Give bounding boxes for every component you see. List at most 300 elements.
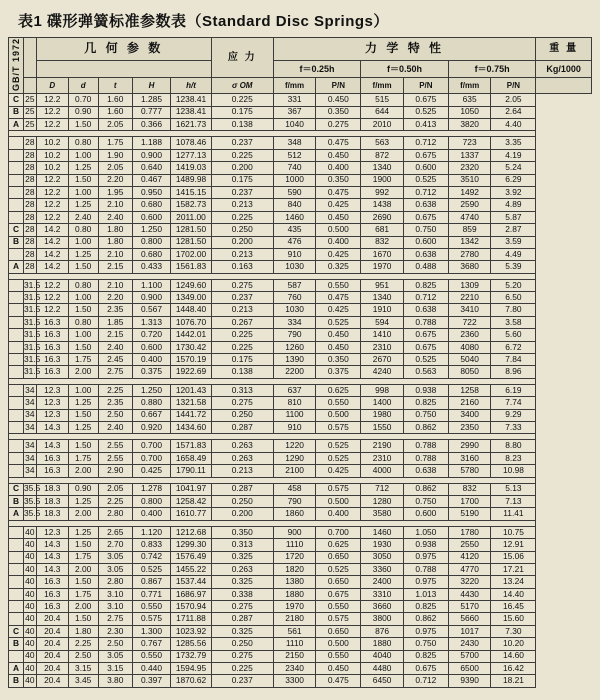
cell-f/mm: 0.525 (403, 174, 448, 186)
row-class: A (9, 663, 24, 675)
cell-f/mm: 0.525 (403, 354, 448, 366)
cell-t: 0.90 (68, 106, 98, 118)
cell-h/t: 0.867 (132, 576, 170, 588)
row-class (9, 551, 24, 563)
cell-f/mm: 0.700 (316, 526, 361, 538)
cell-D: 40 (23, 613, 36, 625)
cell-P/N: 1110 (273, 539, 316, 551)
cell-f/mm: 0.275 (211, 397, 273, 409)
cell-P/N: 723 (448, 137, 491, 149)
row-class: B (9, 675, 24, 687)
cell-d: 16.3 (36, 601, 68, 613)
cell-h/t: 0.375 (132, 366, 170, 378)
cell-h/t: 0.950 (132, 186, 170, 198)
cell-d: 20.4 (36, 625, 68, 637)
cell-f/mm: 0.450 (316, 149, 361, 161)
cell-f/mm: 0.375 (316, 366, 361, 378)
cell-t: 1.00 (68, 186, 98, 198)
table-row (9, 366, 592, 378)
cell-P/N: 1410 (361, 329, 404, 341)
cell-D: 31.5 (23, 329, 36, 341)
cell-t: 2.40 (68, 211, 98, 223)
cell-σ OM: 1434.60 (171, 421, 212, 433)
cell-f/mm: 0.225 (211, 94, 273, 106)
row-class (9, 613, 24, 625)
cell-f/mm: 0.175 (211, 174, 273, 186)
cell-t: 1.50 (68, 539, 98, 551)
cell-P/N: 810 (273, 397, 316, 409)
cell-P/N: 1309 (448, 279, 491, 291)
cell-d: 16.3 (36, 341, 68, 353)
cell-σ OM: 1321.58 (171, 397, 212, 409)
row-class: C (9, 483, 24, 495)
cell-h/t: 0.800 (132, 495, 170, 507)
cell-t: 0.80 (68, 137, 98, 149)
cell-f/mm: 0.650 (316, 551, 361, 563)
cell-d: 20.4 (36, 638, 68, 650)
cell-P/N: 561 (273, 625, 316, 637)
col-f-050: f/mm (361, 78, 404, 94)
cell-h/t: 0.880 (132, 397, 170, 409)
cell-D: 28 (23, 149, 36, 161)
cell-P/N: 998 (361, 384, 404, 396)
cell-f/mm: 0.213 (211, 304, 273, 316)
cell-P/N: 4080 (448, 341, 491, 353)
cell-P/N: 587 (273, 279, 316, 291)
cell-f/mm: 0.638 (403, 465, 448, 477)
cell-f/mm: 0.862 (403, 421, 448, 433)
cell-D: 34 (23, 409, 36, 421)
cell-P/N: 1670 (361, 248, 404, 260)
cell-f/mm: 0.163 (211, 261, 273, 273)
table-row (9, 526, 592, 538)
col-H: H (132, 78, 170, 94)
cell-f/mm: 0.525 (403, 106, 448, 118)
table-row (9, 162, 592, 174)
cell-t: 2.00 (68, 601, 98, 613)
cell-h/t: 0.600 (132, 211, 170, 223)
row-class: A (9, 261, 24, 273)
row-class (9, 588, 24, 600)
cell-d: 12.2 (36, 292, 68, 304)
cell-H: 3.10 (98, 601, 132, 613)
cell-h/t: 0.600 (132, 341, 170, 353)
table-row (9, 279, 592, 291)
cell-P/N: 2210 (448, 292, 491, 304)
cell-f/mm: 0.788 (403, 452, 448, 464)
col-d: d (68, 78, 98, 94)
row-class: B (9, 106, 24, 118)
cell-σ OM: 1711.88 (171, 613, 212, 625)
cell-d: 12.2 (36, 304, 68, 316)
page-title: 表1 碟形弹簧标准参数表（Standard Disc Springs） (18, 13, 389, 30)
cell-σ OM: 1621.73 (171, 119, 212, 131)
cell-D: 31.5 (23, 341, 36, 353)
cell-t: 1.25 (68, 397, 98, 409)
cell-P/N: 4480 (361, 663, 404, 675)
cell-f/mm: 0.575 (316, 421, 361, 433)
cell-P/N: 3160 (448, 452, 491, 464)
cell-P/N: 1000 (273, 174, 316, 186)
col-P-075: P/N (491, 78, 536, 94)
cell-f/mm: 0.550 (316, 397, 361, 409)
cell-D: 31.5 (23, 366, 36, 378)
cell-h/t: 1.188 (132, 137, 170, 149)
cell-d: 14.2 (36, 224, 68, 236)
cell-f/mm: 0.250 (211, 638, 273, 650)
cell-undefined: 11.41 (491, 508, 536, 520)
cell-undefined: 6.29 (491, 174, 536, 186)
cell-t: 1.00 (68, 384, 98, 396)
table-row (9, 638, 592, 650)
cell-h/t: 0.720 (132, 329, 170, 341)
cell-d: 20.4 (36, 675, 68, 687)
cell-σ OM: 1658.49 (171, 452, 212, 464)
cell-P/N: 1700 (448, 495, 491, 507)
cell-H: 2.15 (98, 261, 132, 273)
table-row (9, 261, 592, 273)
class-col-header (23, 38, 36, 78)
cell-D: 40 (23, 601, 36, 613)
cell-σ OM: 1023.92 (171, 625, 212, 637)
cell-σ OM: 1281.50 (171, 224, 212, 236)
cell-undefined: 3.59 (491, 236, 536, 248)
cell-P/N: 3800 (361, 613, 404, 625)
cell-σ OM: 1570.94 (171, 601, 212, 613)
table-row (9, 483, 592, 495)
cell-f/mm: 0.263 (211, 452, 273, 464)
table-row (9, 465, 592, 477)
row-class (9, 211, 24, 223)
cell-h/t: 0.680 (132, 199, 170, 211)
geometry-header: 几 何 参 数 (36, 38, 211, 61)
table-row (9, 625, 592, 637)
cell-undefined: 5.20 (491, 279, 536, 291)
cell-f/mm: 0.200 (211, 236, 273, 248)
cell-undefined: 3.35 (491, 137, 536, 149)
cell-P/N: 515 (361, 94, 404, 106)
cell-σ OM: 1702.00 (171, 248, 212, 260)
cell-P/N: 2320 (448, 162, 491, 174)
cell-H: 2.25 (98, 384, 132, 396)
row-class (9, 397, 24, 409)
cell-σ OM: 1442.01 (171, 329, 212, 341)
cell-σ OM: 1537.44 (171, 576, 212, 588)
cell-H: 3.80 (98, 675, 132, 687)
cell-P/N: 1040 (273, 119, 316, 131)
cell-H: 3.15 (98, 663, 132, 675)
cell-D: 34 (23, 452, 36, 464)
cell-H: 2.40 (98, 421, 132, 433)
cell-f/mm: 0.550 (316, 650, 361, 662)
cell-f/mm: 0.287 (211, 421, 273, 433)
cell-f/mm: 0.225 (211, 149, 273, 161)
cell-P/N: 790 (273, 495, 316, 507)
col-D: D (36, 78, 68, 94)
cell-d: 18.3 (36, 483, 68, 495)
cell-h/t: 0.800 (132, 236, 170, 248)
cell-P/N: 4040 (361, 650, 404, 662)
cell-f/mm: 0.825 (403, 601, 448, 613)
cell-P/N: 5190 (448, 508, 491, 520)
cell-P/N: 334 (273, 316, 316, 328)
cell-P/N: 635 (448, 94, 491, 106)
cell-f/mm: 0.425 (316, 465, 361, 477)
cell-H: 1.85 (98, 316, 132, 328)
cell-f/mm: 0.425 (316, 199, 361, 211)
cell-f/mm: 0.712 (403, 186, 448, 198)
cell-P/N: 832 (448, 483, 491, 495)
cell-t: 1.80 (68, 625, 98, 637)
cell-f/mm: 0.267 (211, 316, 273, 328)
cell-σ OM: 1419.03 (171, 162, 212, 174)
cell-D: 35.5 (23, 483, 36, 495)
cell-σ OM: 1277.13 (171, 149, 212, 161)
cell-H: 3.10 (98, 588, 132, 600)
cell-P/N: 1910 (361, 304, 404, 316)
table-row (9, 304, 592, 316)
cell-f/mm: 0.225 (211, 329, 273, 341)
cell-f/mm: 0.175 (211, 106, 273, 118)
cell-f/mm: 0.213 (211, 199, 273, 211)
row-class (9, 354, 24, 366)
cell-d: 12.2 (36, 106, 68, 118)
cell-D: 40 (23, 675, 36, 687)
cell-P/N: 3310 (361, 588, 404, 600)
cell-σ OM: 1415.15 (171, 186, 212, 198)
cell-D: 25 (23, 119, 36, 131)
table-row (9, 106, 592, 118)
cell-σ OM: 1441.72 (171, 409, 212, 421)
cell-f/mm: 0.313 (211, 539, 273, 551)
cell-D: 25 (23, 106, 36, 118)
cell-f/mm: 0.575 (316, 613, 361, 625)
cell-P/N: 5660 (448, 613, 491, 625)
cell-f/mm: 0.500 (316, 409, 361, 421)
cell-P/N: 900 (273, 526, 316, 538)
cell-f/mm: 0.638 (403, 199, 448, 211)
cell-σ OM: 1349.00 (171, 292, 212, 304)
cell-undefined: 7.13 (491, 495, 536, 507)
disc-spring-table (8, 37, 592, 688)
cell-H: 2.65 (98, 526, 132, 538)
cell-P/N: 3400 (448, 409, 491, 421)
cell-P/N: 3220 (448, 576, 491, 588)
row-class (9, 341, 24, 353)
cell-undefined: 7.30 (491, 625, 536, 637)
col-P-050: P/N (403, 78, 448, 94)
cell-undefined: 16.45 (491, 601, 536, 613)
cell-H: 2.10 (98, 199, 132, 211)
cell-P/N: 1380 (273, 576, 316, 588)
cell-d: 16.3 (36, 576, 68, 588)
cell-σ OM: 1489.98 (171, 174, 212, 186)
cell-f/mm: 0.200 (211, 162, 273, 174)
table-row (9, 663, 592, 675)
cell-undefined: 7.74 (491, 397, 536, 409)
cell-f/mm: 0.638 (403, 304, 448, 316)
cell-D: 28 (23, 261, 36, 273)
cell-f/mm: 0.750 (403, 495, 448, 507)
cell-P/N: 2160 (448, 397, 491, 409)
row-class (9, 409, 24, 421)
cell-P/N: 5040 (448, 354, 491, 366)
table-row (9, 316, 592, 328)
cell-H: 2.55 (98, 440, 132, 452)
cell-f/mm: 1.050 (403, 526, 448, 538)
cell-H: 2.15 (98, 329, 132, 341)
cell-P/N: 5170 (448, 601, 491, 613)
cell-D: 35.5 (23, 495, 36, 507)
cell-h/t: 0.397 (132, 675, 170, 687)
cell-f/mm: 0.600 (403, 162, 448, 174)
cell-f/mm: 0.250 (211, 224, 273, 236)
row-class (9, 162, 24, 174)
cell-f/mm: 0.225 (211, 341, 273, 353)
cell-f/mm: 0.600 (403, 236, 448, 248)
cell-undefined: 6.19 (491, 384, 536, 396)
cell-d: 18.3 (36, 508, 68, 520)
table-row (9, 186, 592, 198)
cell-P/N: 4740 (448, 211, 491, 223)
cell-D: 34 (23, 421, 36, 433)
cell-D: 28 (23, 137, 36, 149)
cell-f/mm: 0.650 (316, 576, 361, 588)
cell-P/N: 1880 (361, 638, 404, 650)
cell-h/t: 0.400 (132, 508, 170, 520)
cell-d: 10.2 (36, 149, 68, 161)
cell-P/N: 2190 (361, 440, 404, 452)
cell-H: 2.90 (98, 465, 132, 477)
cell-σ OM: 1570.19 (171, 354, 212, 366)
cell-f/mm: 0.287 (211, 613, 273, 625)
cell-f/mm: 0.712 (403, 292, 448, 304)
table-row (9, 508, 592, 520)
cell-P/N: 1460 (273, 211, 316, 223)
cell-P/N: 4770 (448, 563, 491, 575)
col-f-025: f/mm (273, 78, 316, 94)
cell-P/N: 1780 (448, 526, 491, 538)
cell-P/N: 331 (273, 94, 316, 106)
cell-H: 2.80 (98, 576, 132, 588)
table-row (9, 199, 592, 211)
cell-f/mm: 0.237 (211, 137, 273, 149)
cell-undefined: 5.13 (491, 483, 536, 495)
cell-h/t: 0.833 (132, 539, 170, 551)
cell-σ OM: 1576.49 (171, 551, 212, 563)
cell-h/t: 0.771 (132, 588, 170, 600)
row-class (9, 526, 24, 538)
cell-f/mm: 0.550 (316, 601, 361, 613)
cell-h/t: 1.313 (132, 316, 170, 328)
cell-σ OM: 1078.46 (171, 137, 212, 149)
cell-P/N: 872 (361, 149, 404, 161)
cell-f/mm: 0.788 (403, 316, 448, 328)
table-row (9, 248, 592, 260)
cell-f/mm: 0.525 (316, 452, 361, 464)
col-f-075: f/mm (448, 78, 491, 94)
cell-undefined: 4.49 (491, 248, 536, 260)
cell-f/mm: 0.500 (316, 638, 361, 650)
cell-f/mm: 0.788 (403, 563, 448, 575)
table-row (9, 329, 592, 341)
cell-P/N: 840 (273, 199, 316, 211)
table-row (9, 495, 592, 507)
cell-h/t: 0.767 (132, 638, 170, 650)
cell-P/N: 1980 (361, 409, 404, 421)
geometry-subheader (36, 61, 211, 78)
cell-h/t: 0.567 (132, 304, 170, 316)
cell-D: 31.5 (23, 316, 36, 328)
cell-H: 2.45 (98, 354, 132, 366)
cell-h/t: 0.425 (132, 465, 170, 477)
cell-P/N: 637 (273, 384, 316, 396)
cell-P/N: 2010 (361, 119, 404, 131)
cell-h/t: 0.742 (132, 551, 170, 563)
cell-σ OM: 1238.41 (171, 94, 212, 106)
cell-d: 12.2 (36, 186, 68, 198)
cell-σ OM: 1201.43 (171, 384, 212, 396)
row-class (9, 650, 24, 662)
cell-f/mm: 0.350 (211, 526, 273, 538)
cell-f/mm: 0.788 (403, 440, 448, 452)
table-row (9, 341, 592, 353)
cell-H: 2.10 (98, 279, 132, 291)
col-h-over-t: h/t (171, 78, 212, 94)
cell-t: 0.70 (68, 94, 98, 106)
cell-t: 0.80 (68, 224, 98, 236)
col-P-025: P/N (316, 78, 361, 94)
cell-P/N: 1340 (361, 292, 404, 304)
cell-t: 2.50 (68, 650, 98, 662)
table-row (9, 224, 592, 236)
cell-P/N: 1438 (361, 199, 404, 211)
cell-D: 35.5 (23, 508, 36, 520)
table-row (9, 174, 592, 186)
row-class (9, 366, 24, 378)
cell-P/N: 348 (273, 137, 316, 149)
cell-H: 2.75 (98, 613, 132, 625)
cell-f/mm: 0.237 (211, 675, 273, 687)
cell-P/N: 1342 (448, 236, 491, 248)
cell-d: 12.2 (36, 94, 68, 106)
cell-P/N: 5700 (448, 650, 491, 662)
cell-f/mm: 0.638 (403, 248, 448, 260)
col-t: t (98, 78, 132, 94)
cell-f/mm: 0.138 (211, 366, 273, 378)
cell-h/t: 1.250 (132, 384, 170, 396)
row-class (9, 329, 24, 341)
cell-f/mm: 0.400 (316, 236, 361, 248)
cell-t: 1.25 (68, 162, 98, 174)
cell-f/mm: 0.263 (211, 563, 273, 575)
cell-P/N: 2180 (273, 613, 316, 625)
cell-P/N: 1390 (273, 354, 316, 366)
cell-H: 1.75 (98, 137, 132, 149)
cell-f/mm: 0.675 (403, 329, 448, 341)
cell-f/mm: 1.013 (403, 588, 448, 600)
cell-P/N: 3410 (448, 304, 491, 316)
cell-f/mm: 0.525 (316, 440, 361, 452)
cell-t: 0.80 (68, 279, 98, 291)
cell-t: 0.80 (68, 316, 98, 328)
cell-P/N: 910 (273, 421, 316, 433)
cell-D: 25 (23, 94, 36, 106)
col-sigma-om: σ OM (211, 78, 273, 94)
cell-f/mm: 0.825 (403, 650, 448, 662)
cell-f/mm: 0.500 (316, 224, 361, 236)
cell-undefined: 14.40 (491, 588, 536, 600)
